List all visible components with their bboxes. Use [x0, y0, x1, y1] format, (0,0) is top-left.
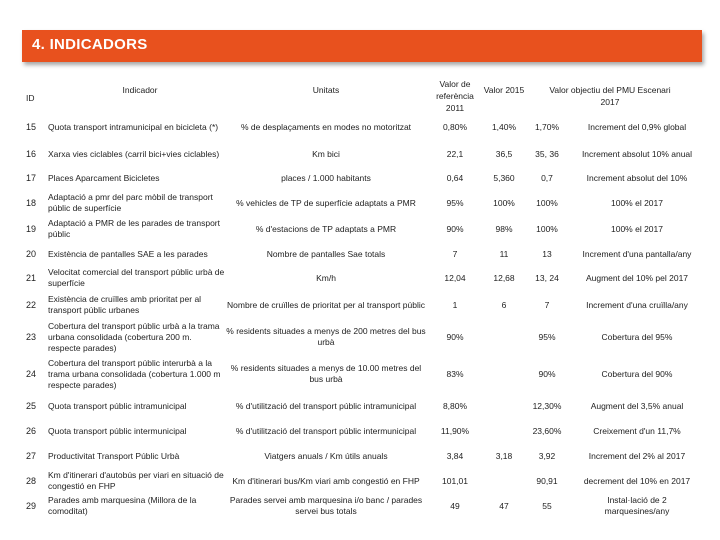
row-valor-2017: 100% [536, 197, 558, 208]
table-row [0, 267, 720, 289]
row-unitats: % residents situades a menys de 200 metres del bus urbà [226, 326, 426, 347]
row-valor-2017: 0,7 [541, 172, 553, 183]
row-valor-referencia: 0,64 [446, 172, 464, 183]
table-row [0, 192, 720, 214]
row-valor-2017: 1,70% [534, 121, 560, 132]
row-unitats: % d'utilització del transport públic intramunicipal [235, 400, 417, 411]
row-valor-2015: 98% [495, 223, 513, 234]
row-valor-2015 [482, 398, 526, 414]
row-unitats: places / 1.000 habitants [281, 172, 371, 183]
row-unitats: Parades servei amb marquesina i/o banc / parades servei bus totals [229, 495, 423, 516]
row-indicador: Cobertura del transport públic urbà a la trama urbana consolidada (cobertura 200 m. respecte parades) [48, 320, 220, 353]
row-unitats: % residents situades a menys de 10.00 metres del bus urbà [230, 363, 422, 384]
table-row [0, 357, 720, 391]
row-indicador: Quota transport públic intramunicipal [48, 400, 187, 411]
table-row [0, 247, 720, 261]
row-id: 20 [26, 248, 37, 259]
row-id: 29 [26, 500, 37, 511]
row-objectiu: Creixement d'un 11,7% [593, 425, 681, 436]
row-valor-2017: 3,92 [538, 450, 556, 461]
row-id: 18 [26, 197, 37, 208]
row-indicador: Quota transport intramunicipal en bicicleta (*) [48, 121, 219, 132]
row-valor-2015: 100% [493, 197, 515, 208]
row-id: 26 [26, 425, 37, 436]
row-unitats: Nombre de pantalles Sae totals [266, 248, 386, 259]
table-row [0, 398, 720, 414]
row-id: 22 [26, 299, 37, 310]
row-valor-2017: 90,91 [536, 475, 558, 486]
table-row [0, 448, 720, 464]
table-row [0, 423, 720, 439]
header-unitats: Unitats [312, 85, 340, 95]
row-valor-referencia: 101,01 [442, 475, 468, 486]
row-indicador: Places Aparcament Bicicletes [48, 172, 160, 183]
header-id: ID [26, 93, 35, 103]
row-objectiu: Cobertura del 90% [601, 368, 673, 379]
row-id: 24 [26, 368, 37, 379]
row-objectiu: Cobertura del 95% [601, 331, 673, 342]
row-indicador: Xarxa vies ciclables (carril bici+vies ciclables) [48, 148, 220, 159]
row-valor-2015: 6 [501, 299, 507, 310]
row-objectiu: Instal·lació de 2 marquesines/any [604, 495, 670, 516]
row-valor-referencia: 11,90% [440, 425, 470, 436]
row-valor-referencia: 90% [446, 223, 464, 234]
table-row [0, 115, 720, 139]
row-indicador: Existència de pantalles SAE a les parades [48, 248, 208, 259]
header-indicador: Indicador [122, 85, 158, 95]
row-valor-referencia: 22,1 [446, 148, 464, 159]
row-indicador: Existència de cruïlles amb prioritat per al transport públic urbanes [48, 294, 202, 315]
row-indicador: Adaptació a pmr del parc mòbil de transport públic de superfície [48, 192, 213, 213]
row-valor-2015 [482, 357, 526, 391]
row-objectiu: Augment del 10% pel 2017 [585, 272, 689, 283]
row-valor-2015: 11 [499, 248, 509, 259]
row-valor-2015 [482, 470, 526, 492]
row-valor-2017: 13, 24 [535, 272, 559, 283]
row-objectiu: 100% el 2017 [611, 223, 663, 234]
row-valor-2017: 100% [536, 223, 558, 234]
row-id: 21 [26, 272, 37, 283]
table-row [0, 470, 720, 492]
row-objectiu: Augment del 3,5% anual [590, 400, 684, 411]
row-indicador: Quota transport públic intermunicipal [48, 425, 187, 436]
row-objectiu: 100% el 2017 [611, 197, 663, 208]
row-valor-2015: 36,5 [495, 148, 513, 159]
row-id: 28 [26, 475, 37, 486]
table-row [0, 171, 720, 185]
row-objectiu: Increment absolut del 10% [586, 172, 688, 183]
row-indicador: Cobertura del transport públic interurbà a la trama urbana consolidada (cobertura 1.000 m respecte parades) [48, 357, 221, 390]
row-valor-referencia: 3,84 [446, 450, 464, 461]
row-indicador: Productivitat Transport Públic Urbà [48, 450, 180, 461]
row-unitats: Nombre de cruïlles de prioritat per al transport públic [227, 299, 425, 310]
row-valor-referencia: 49 [450, 500, 460, 511]
header-v2015: Valor 2015 [483, 85, 525, 95]
row-valor-2017: 7 [544, 299, 550, 310]
row-valor-2017: 23,60% [532, 425, 562, 436]
row-valor-referencia: 90% [446, 331, 464, 342]
row-valor-referencia: 0,80% [442, 121, 468, 132]
header-ref: Valor de referència 2011 [436, 79, 474, 113]
row-indicador: Parades amb marquesina (Millora de la comoditat) [48, 495, 197, 516]
row-valor-referencia: 7 [452, 248, 458, 259]
row-unitats: Km d'itinerari bus/Km viari amb congestió en FHP [232, 475, 420, 486]
row-valor-2017: 35, 36 [535, 148, 559, 159]
row-valor-2015: 12,68 [493, 272, 515, 283]
row-unitats: % d'estacions de TP adaptats a PMR [255, 223, 397, 234]
row-valor-2017: 12,30% [532, 400, 562, 411]
row-id: 27 [26, 450, 37, 461]
row-objectiu: Increment absolut 10% anual [581, 148, 693, 159]
row-objectiu: Increment d'una cruïlla/any [586, 299, 688, 310]
row-valor-2015: 47 [499, 500, 509, 511]
table-row [0, 218, 720, 240]
row-valor-2015 [482, 423, 526, 439]
row-id: 17 [26, 172, 37, 183]
row-unitats: % de desplaçaments en modes no motoritzat [240, 121, 412, 132]
row-valor-2015: 5,360 [493, 172, 515, 183]
row-unitats: % vehicles de TP de superfície adaptats a PMR [236, 197, 416, 208]
row-unitats: Viatgers anuals / Km útils anuals [264, 450, 388, 461]
row-id: 19 [26, 223, 37, 234]
row-indicador: Km d'itinerari d'autobús per viari en situació de congestió en FHP [48, 470, 224, 491]
row-valor-referencia: 83% [446, 368, 464, 379]
row-valor-2015 [482, 320, 526, 354]
row-valor-referencia: 8,80% [442, 400, 468, 411]
section-title: 4. INDICADORS [32, 36, 148, 53]
table-row [0, 320, 720, 354]
row-indicador: Velocitat comercial del transport públic urbà de superfície [48, 267, 225, 288]
row-objectiu: Increment del 0,9% global [587, 121, 687, 132]
table-row [0, 494, 720, 518]
table-row [0, 292, 720, 318]
row-id: 25 [26, 400, 37, 411]
row-valor-referencia: 95% [446, 197, 464, 208]
row-valor-2017: 95% [538, 331, 556, 342]
row-valor-2017: 13 [542, 248, 552, 259]
row-valor-2015: 3,18 [495, 450, 513, 461]
row-objectiu: decrement del 10% en 2017 [583, 475, 691, 486]
row-valor-2017: 90% [538, 368, 556, 379]
row-unitats: % d'utilització del transport públic intermunicipal [235, 425, 417, 436]
row-id: 16 [26, 148, 37, 159]
row-valor-referencia: 12,04 [444, 272, 466, 283]
row-unitats: Km/h [316, 272, 336, 283]
header-obj: Valor objectiu del PMU Escenari 2017 [549, 85, 671, 107]
table-row [0, 142, 720, 166]
row-id: 15 [26, 121, 37, 132]
section-banner [22, 30, 702, 62]
row-valor-2017: 55 [542, 500, 552, 511]
row-indicador: Adaptació a PMR de les parades de transport públic [48, 218, 220, 239]
row-id: 23 [26, 331, 37, 342]
row-valor-referencia: 1 [452, 299, 458, 310]
row-unitats: Km bici [312, 148, 340, 159]
row-valor-2015: 1,40% [491, 121, 517, 132]
row-objectiu: Increment d'una pantalla/any [582, 248, 692, 259]
row-objectiu: Increment del 2% al 2017 [588, 450, 686, 461]
